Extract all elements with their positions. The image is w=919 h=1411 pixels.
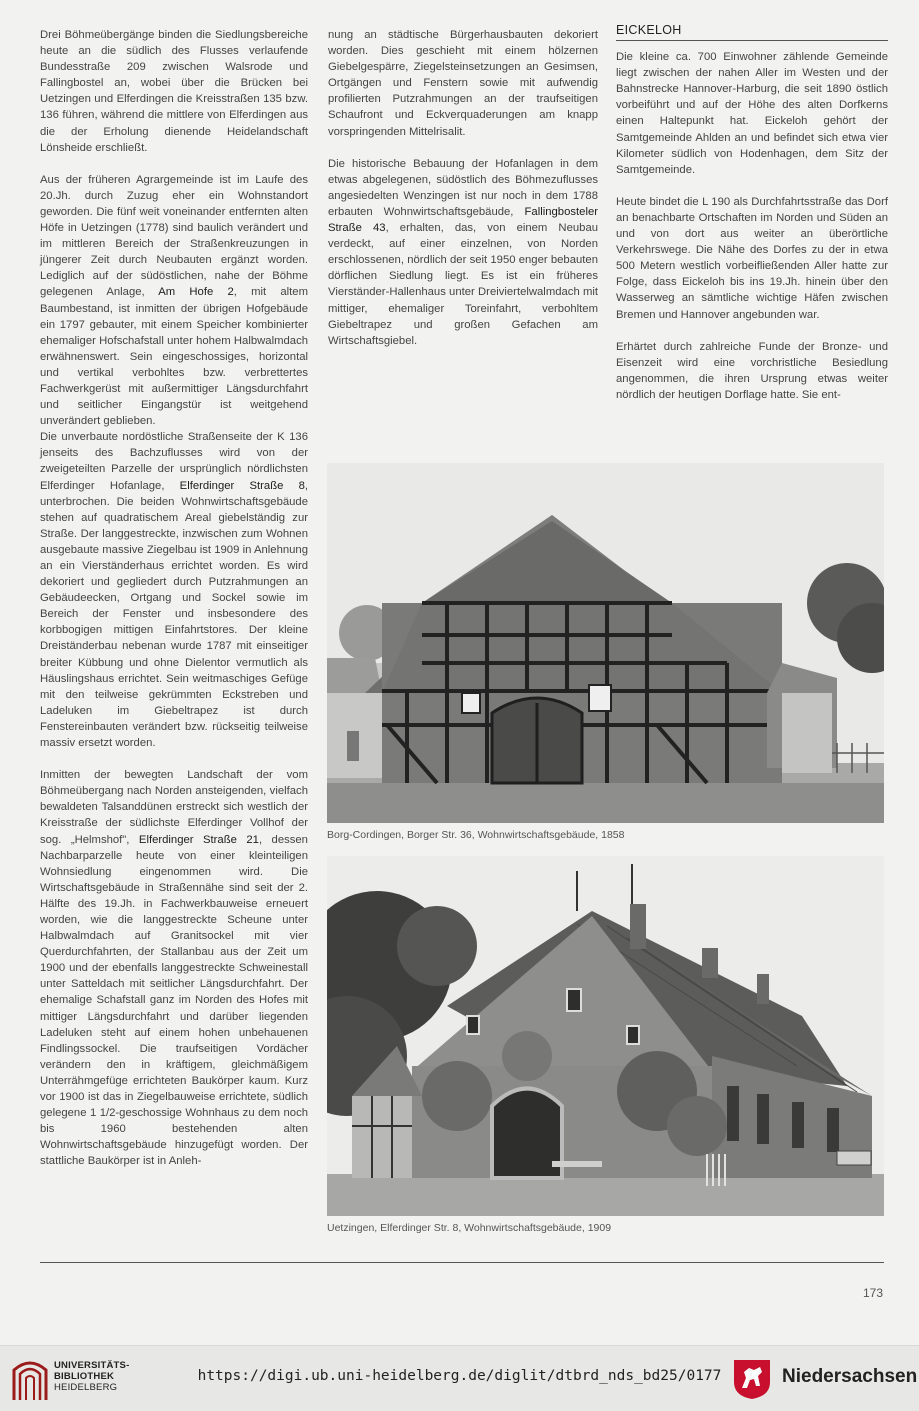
address-highlight: Elferdinger Straße 8 bbox=[179, 479, 305, 492]
photo-half-timbered-house bbox=[327, 463, 884, 823]
paragraph: nung an städtische Bürgerhausbauten dekoriert worden. Dies geschieht mit einem hölzernen Giebelgespärre, Ziegelsteinsetzungen an Gesimsen, Ortgängen und Fenstern sowie mit aufwendig profilierten Putzrahmungen an der traufseitigen Schaufront und Eckverquaderungen am knapp vorspringenden Mittelrisalit. bbox=[328, 29, 598, 138]
paragraph: Heute bindet die L 190 als Durchfahrtsstraße das Dorf an benachbarte Ortschaften im Norden und Süden an und von dort aus weiter an überörtliche Verkehrswege. Die Nähe des Dorfes zu der in etwa 500 Metern westlich vorbeifließenden Aller hatte zur Folge, dass Eickeloh bis ins 19.Jh. hinein über den Wasserweg an sämtliche wichtige Häfen zwischen Bremen und Hannover angebunden war. bbox=[616, 195, 888, 321]
footer-rule bbox=[40, 1262, 884, 1263]
paragraph: Die historische Bebauung der Hofanlagen in dem etwas abgelegenen, südöstlich des Böhmezuflusses angesiedelten Wenzingen ist nur noch in dem 1788 erbauten Wohnwirtschaftsgebäude, Fallingbosteler Straße 43, erhalten, das, von einem Neubau verdeckt, auf einer einzelnen, von Norden erschlossenen, nördlich der seit 1950 enger bebauten dörflichen Siedlung liegt. Es ist ein früheres Vierständer-Hallenhaus unter Dreiviertelwalmdach mit mittiger, ehemaliger Toreinfahrt, verbohltem Giebeltrapez und großen Gefachen am Wirtschaftsgiebel. bbox=[328, 157, 599, 347]
document-url[interactable]: https://digi.ub.uni-heidelberg.de/diglit/dtbrd_nds_bd25/0177 bbox=[197, 1368, 722, 1384]
paragraph: Aus der früheren Agrargemeinde ist im Laufe des 20.Jh. durch Zuzug eher ein Wohnstandort geworden. Die fünf weit voneinander entfernten alten Höfe in Uetzingen (1778) sind baulich verändert und im mittleren Bereich der Straßenkreuzungen in jüngerer Zeit durch Neubauten ergänzt worden. Lediglich auf der südöstlichen, nahe der Böhme gelegenen Anlage, Am Hofe 2, mit altem Baumbestand, ist inmitten der übrigen Hofgebäude ein 1797 gebauter, mit einem Speicher kombinierter ehemaliger Hofschafstall unter hohem Halbwalmdach erwähnenswert. Sein eingeschossiges, horizontal und vertikal verbohltes bzw. verbrettertes Fachwerkgerüst mit außermittiger Längsdurchfahrt und seitlicher Eingangstür ist weitgehend unverändert geblieben. bbox=[40, 173, 308, 428]
text-column-3 bbox=[616, 22, 888, 419]
text-column-2 bbox=[328, 27, 598, 365]
viewer-footer bbox=[0, 1345, 919, 1411]
page-number: 173 bbox=[862, 1286, 883, 1300]
address-highlight: Am Hofe 2 bbox=[158, 286, 234, 299]
address-highlight: Fallingbosteler Straße 43 bbox=[328, 205, 598, 235]
university-library-name[interactable]: UNIVERSITÄTS- BIBLIOTHEK HEIDELBERG bbox=[54, 1360, 130, 1393]
paragraph: Erhärtet durch zahlreiche Funde der Bronze- und Eisenzeit wird eine vorchristliche Besiedlung angenommen, die ihren Ursprung etwas weiter nördlich der heutigen Dorflage hatte. Sie ent- bbox=[616, 340, 888, 401]
figure-caption: Borg-Cordingen, Borger Str. 36, Wohnwirtschaftsgebäude, 1858 bbox=[327, 829, 625, 841]
niedersachsen-horse-icon[interactable] bbox=[732, 1358, 772, 1400]
figure-caption: Uetzingen, Elferdinger Str. 8, Wohnwirtschaftsgebäude, 1909 bbox=[327, 1222, 612, 1234]
paragraph: Inmitten der bewegten Landschaft der vom Böhmeübergang nach Norden ansteigenden, vielfach bewaldeten Talsanddünen erstreckt sich westlich der Kreisstraße der südlichste Elferdinger Vollhof der sog. „Helmshof", Elferdinger Straße 21, dessen Nachbarparzelle heute von einer kleinteiligen Wohnsiedlung eingenommen wird. Die Wirtschaftsgebäude in Straßennähe sind seit der 2. Hälfte des 19.Jh. in Fachwerkbauweise erneuert worden, wie die langgestreckte Scheune unter Halbwalmdach auf Granitsockel mit vier Querdurchfahrten, der Stallanbau aus der Zeit um 1900 und der ebenfalls langgestreckte Schweinestall unter Satteldach mit seitlicher Längsdurchfahrt. Der ehemalige Schafstall ganz im Norden des Hofes mit mittiger Längsdurchfahrt und darüber liegenden Ladeluken steht auf einem hohen unbehauenen Findlingssockel. Die traufseitigen Vordächer verändern den in kräftigem, gleichmäßigem Unterrähmgefüge errichteten Baukörper kaum. Kurz vor 1900 ist das in Ziegelbauweise errichtete, südlich gelegene 1 1/2-geschossige Wohnhaus zu dem noch bis 1960 bestehenden alten Wohnwirtschaftsgebäude hinzugefügt worden. Der stattliche Baukörper ist in Anleh- bbox=[40, 769, 308, 1168]
photo-brick-house bbox=[327, 856, 884, 1216]
paragraph: Die unverbaute nordöstliche Straßenseite der K 136 jenseits des Bachzuflusses wird von der zweigeteilten Parzelle der ursprünglich nördlichsten Elferdinger Hofanlage, Elferdinger Straße 8, unterbrochen. Die beiden Wohnwirtschaftsgebäude stehen auf quadratischem Areal giebelständig zur Straße. Der langgestreckte, inzwischen zum Wohnen ausgebaute massive Ziegelbau ist 1909 in Anlehnung an ein Vierständerhaus errichtet worden. Es wird dekoriert und gegliedert durch Putzrahmungen an Gebäudeecken, Ortgang und Sockel sowie im Bereich der Fenster und insbesondere des korbbogigen mittigen Einfahrtstores. Der kleine Dreiständerbau nebenan wurde 1787 mit einseitiger breiter Kübbung und ohne Dielentor vermutlich als Häuslingshaus errichtet. Sein weitmaschiges Gefüge mit den teilweise gekrümmten Eckstreben und Ladeluken im Giebeltrapez ist durch Fenstereinbauten verändert bzw. rückseitig teilweise massiv ersetzt worden. bbox=[40, 431, 308, 750]
address-highlight: Elferdinger Straße 21 bbox=[138, 833, 259, 846]
paragraph: Drei Böhmeübergänge binden die Siedlungsbereiche heute an die südlich des Flusses verlaufende Bundesstraße 209 zwischen Walsrode und Fallingbostel an, wobei über die Brücken bei Uetzingen und Elferdingen die Kreisstraßen 135 bzw. 136 führen, während die mittlere von Elferdingen aus die der Erholung dienende Heidelandschaft Lönsheide erschließt. bbox=[40, 29, 308, 154]
text-column-1 bbox=[40, 27, 308, 1185]
photo-half-timbered-house-image bbox=[327, 463, 884, 823]
photo-brick-house-image bbox=[327, 856, 884, 1216]
paragraph: Die kleine ca. 700 Einwohner zählende Gemeinde liegt zwischen der nahen Aller im Westen und der Bahnstrecke Hannover-Harburg, die seit 1890 östlich vorbeiführt und auf der Höhe des alten Dorfkerns einen Haltepunkt hat. Eickeloh gehört der Samtgemeinde Ahlden an und befindet sich etwa vier Kilometer südlich von Hodenhagen, dem Sitz der Samtgemeinde. bbox=[616, 51, 888, 176]
section-heading: EICKELOH bbox=[616, 22, 888, 41]
niedersachsen-label[interactable]: Niedersachsen bbox=[782, 1366, 918, 1387]
